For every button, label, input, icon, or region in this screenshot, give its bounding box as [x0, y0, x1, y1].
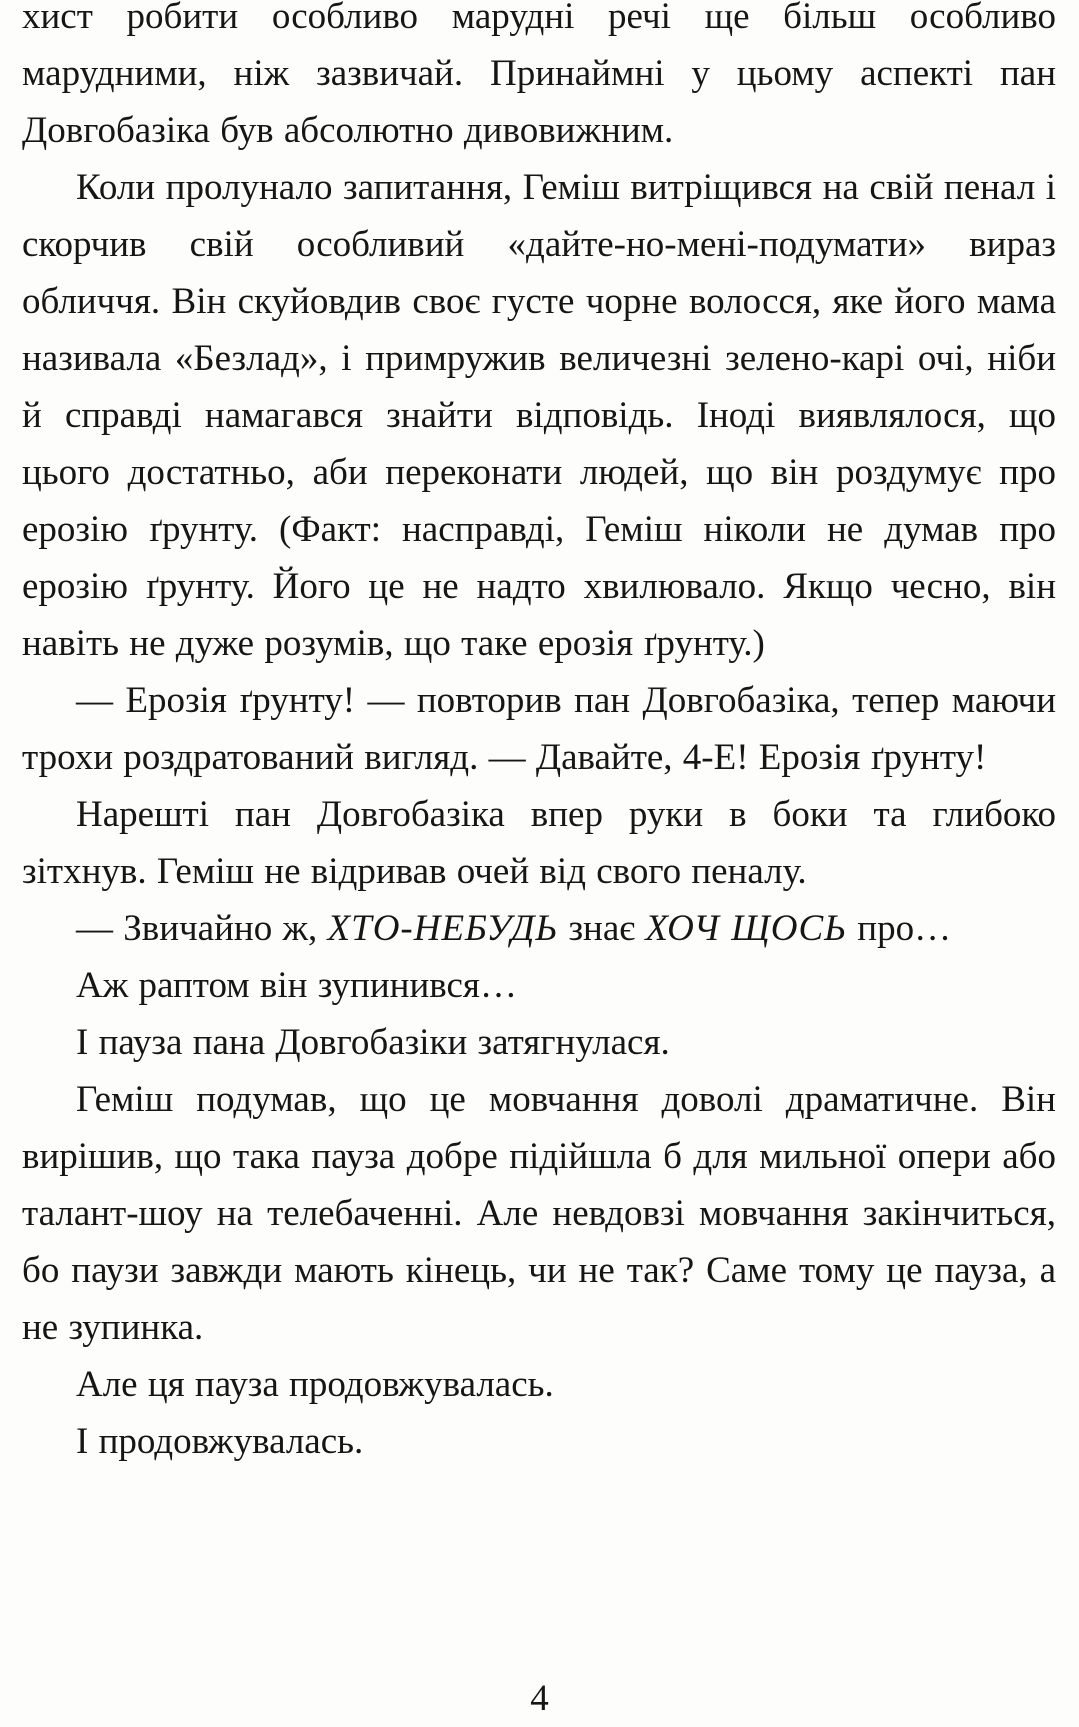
dialogue-start: — Звичайно ж, — [76, 908, 328, 949]
emphasis-text: ХОЧ ЩОСЬ — [645, 908, 848, 949]
paragraph-3: — Ерозія ґрунту! — повторив пан Довгобазіка, тепер маючи трохи роздратований вигляд. — Давайте, 4-Е! Ерозія ґрунту! — [22, 680, 1056, 778]
page-number: 4 — [530, 1678, 549, 1719]
paragraph-6: Аж раптом він зупинився… — [76, 965, 517, 1006]
emphasis-text: ХТО-НЕБУДЬ — [327, 908, 559, 949]
paragraph-1: хист робити особливо марудні речі ще більш особливо марудними, ніж зазвичай. Принаймні у цьому аспекті пан Довгобазіка був абсолютно дивовижним. — [22, 0, 1056, 151]
page-body — [22, 0, 1056, 1470]
paragraph-5 — [22, 900, 1056, 957]
paragraph-10: І продовжувалась. — [76, 1421, 364, 1462]
paragraph-8: Геміш подумав, що це мовчання доволі драматичне. Він вирішив, що така пауза добре підійшла б для мильної опери або талант-шоу на телебаченні. Але невдовзі мовчання закінчиться, бо паузи завжди мають кінець, чи не так? Саме тому це пауза, а не зупинка. — [22, 1079, 1056, 1348]
dialogue-middle: знає — [558, 908, 646, 949]
paragraph-4: Нарешті пан Довгобазіка впер руки в боки та глибоко зітхнув. Геміш не відривав очей від свого пеналу. — [22, 794, 1056, 892]
dialogue-end: про… — [847, 908, 952, 949]
paragraph-2: Коли пролунало запитання, Геміш витріщився на свій пенал і скорчив свій особливий «дайте-но-мені-подумати» вираз обличчя. Він скуйовдив своє густе чорне волосся, яке його мама називала «Безлад», і примружив величезні зелено-карі очі, ніби й справді намагався знайти відповідь. Іноді виявлялося, що цього достатньо, аби переконати людей, що він роздумує про ерозію ґрунту. (Факт: насправді, Геміш ніколи не думав про ерозію ґрунту. Його це не надто хвилювало. Якщо чесно, він навіть не дуже розумів, що таке ерозія ґрунту.) — [22, 167, 1056, 664]
paragraph-7: І пауза пана Довгобазіки затягнулася. — [76, 1022, 670, 1063]
paragraph-9: Але ця пауза продовжувалась. — [76, 1364, 554, 1405]
